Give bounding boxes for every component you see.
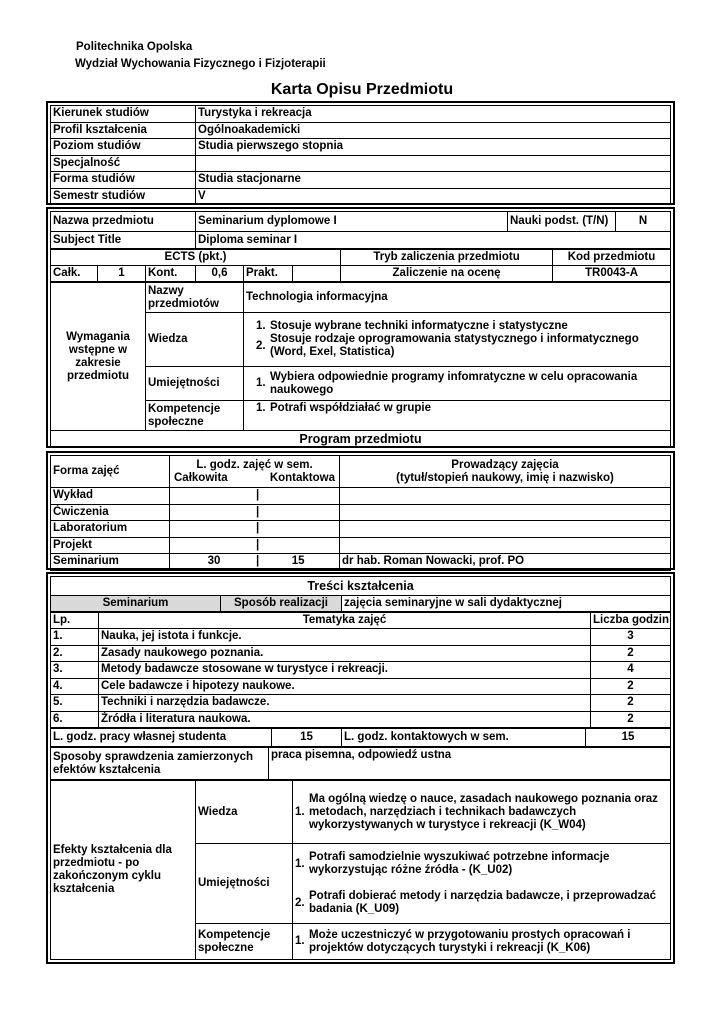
item-text: Ma ogólną wiedzę o nauce, zasadach naukowego poznania oraz metodach, narzędziach i technikach badawczych wykorzystywanych w turystyce i rekreacji (K_W04) [309,792,658,831]
calk-hours [172,506,256,519]
efekty-table [50,780,671,960]
kompetencje-list [244,401,671,431]
kont-hours [259,489,337,502]
godz-header [170,456,340,488]
study-value: Ogólnoakademicki [196,122,671,139]
table-row [51,678,671,695]
item-number: 1. [256,402,266,414]
calk-label: Całk. [51,266,98,282]
liczba-label: Liczba godzin [591,613,671,629]
wlasna-value: 15 [272,729,342,747]
godz-separator: | [256,489,260,502]
sposoby-table [50,747,671,780]
ef-komp-list [293,924,671,960]
list-item [246,402,668,415]
hours-summary-table [50,728,671,747]
course-name-table [50,211,671,249]
study-label: Specjalność [51,155,196,172]
wiedza-list [244,313,671,367]
kontakt-label: L. godz. kontaktowych w sem. [342,729,586,747]
sposoby-value: praca pisemna, odpowiedź ustna [269,748,671,780]
teacher: dr hab. Roman Nowacki, prof. PO [340,554,671,571]
forma-name: Wykład [51,488,170,505]
sposoby-label: Sposoby sprawdzenia zamierzonych efektów kształcenia [51,748,269,780]
umiejetnosci-list [244,367,671,401]
list-item [246,320,668,333]
kont-value: 0,6 [196,266,244,282]
godz-separator: | [256,505,260,518]
kod-label: Kod przedmiotu [553,250,671,266]
table-row [51,695,671,712]
wiedza-label: Wiedza [146,313,244,367]
ef-wiedza-list [293,781,671,844]
topic: Cele badawcze i hipotezy naukowe. [99,678,591,695]
list-item [246,333,668,359]
ef-umiej-list [293,844,671,924]
hours: 4 [591,662,671,679]
form-label: Seminarium [51,596,221,612]
forma-name: Laboratorium [51,521,170,538]
prowadzacy-label: Prowadzący zajęcia [451,458,559,471]
table-row [51,504,671,521]
forma-name: Seminarium [51,554,170,571]
hours: 2 [591,695,671,712]
item-number: 1. [256,377,266,389]
kod-value: TR0043-A [553,266,671,282]
course-name-label: Nazwa przedmiotu [51,212,196,232]
kont-hours [259,539,337,552]
forms-box [46,451,675,570]
teacher [340,521,671,538]
university-name: Politechnika Opolska [76,41,193,53]
forma-name: Projekt [51,537,170,554]
table-row [51,711,671,728]
lp: 3. [51,662,99,679]
wymagania-label: Wymagania wstępne w zakresie przedmiotu [51,283,146,431]
topic: Metody badawcze stosowane w turystyce i rekreacji. [99,662,591,679]
kont-label: Kont. [146,266,196,282]
godz-separator: | [256,522,260,535]
course-info-box [46,207,675,448]
nauki-label: Nauki podst. (T/N) [508,212,616,232]
hours: 3 [591,629,671,646]
lp: 5. [51,695,99,712]
godz-cell [170,554,340,571]
list-item [295,793,668,832]
study-label: Kierunek studiów [51,106,196,123]
item-number: 2. [256,339,266,352]
item-text: Potrafi współdziałać w grupie [270,402,432,414]
calk-hours [172,489,256,502]
ects-table [50,249,671,282]
teacher [340,488,671,505]
list-item [295,890,668,916]
nazwy-value: Technologia informacyjna [244,283,671,313]
prakt-value [293,266,341,282]
program-heading: Program przedmiotu [51,431,671,448]
sposob-value: zajęcia seminaryjne w sali dydaktycznej [342,596,671,612]
prowadzacy-header [340,456,671,488]
item-number: 1. [295,805,305,818]
kont-hours: 15 [291,555,305,568]
ef-wiedza-label: Wiedza [196,781,293,844]
list-item [246,371,668,397]
teacher [340,504,671,521]
item-number: 2. [295,896,305,909]
study-value: Studia pierwszego stopnia [196,139,671,156]
topic: Techniki i narzędzia badawcze. [99,695,591,712]
requirements-table [50,282,671,448]
godz-separator: | [256,555,260,568]
calk-value: 1 [98,266,146,282]
tryb-value: Zaliczenie na ocenę [341,266,553,282]
forma-label: Forma zajęć [51,456,170,488]
nauki-value: N [616,212,671,232]
kompetencje-label: Kompetencje społeczne [146,401,244,431]
sposob-label: Sposób realizacji [221,596,342,612]
topic: Nauka, jej istota i funkcje. [99,629,591,646]
item-number: 1. [295,857,305,870]
godz-label: L. godz. zajęć w sem. [196,458,313,471]
hours: 2 [591,711,671,728]
table-row [51,537,671,554]
document-title: Karta Opisu Przedmiotu [270,81,454,98]
godz-cell [170,488,340,505]
study-label: Poziom studiów [51,139,196,156]
topic: Źródła i literatura naukowa. [99,711,591,728]
list-item [295,851,668,877]
calk-hours [172,522,256,535]
content-header-table [50,576,671,612]
kontakt-value: 15 [586,729,671,747]
table-row [51,629,671,646]
prowadzacy-sub: (tytuł/stopień naukowy, imię i nazwisko) [396,471,614,484]
lp: 2. [51,645,99,662]
kont-hours [259,522,337,535]
godz-cell [170,504,340,521]
forma-name: Ćwiczenia [51,504,170,521]
item-text: Stosuje wybrane techniki informatyczne i statystyczne [270,320,568,332]
prakt-label: Prakt. [244,266,293,282]
umiejetnosci-label: Umiejętności [146,367,244,401]
teacher [340,537,671,554]
item-text: Może uczestniczyć w przygotowaniu prostych opracowań i projektów dotyczących turystyki i rekreacji (K_K06) [309,928,631,954]
forms-table [50,455,671,571]
study-info-table [50,105,671,205]
tryb-label: Tryb zaliczenia przedmiotu [341,250,553,266]
godz-cell [170,521,340,538]
content-box [46,572,675,964]
item-number: 1. [295,935,305,947]
wlasna-label: L. godz. pracy własnej studenta [51,729,272,747]
kontaktowa-label: Kontaktowa [269,471,335,484]
item-text: Stosuje rodzaje oprogramowania statystycznego i informatycznego (Word, Exel, Statistica) [270,333,639,358]
calk-hours [172,539,256,552]
lp-label: Lp. [51,613,99,629]
table-row [51,554,671,571]
table-row [51,521,671,538]
study-value: Studia stacjonarne [196,172,671,189]
calk-hours: 30 [207,555,221,568]
course-name-value: Seminarium dyplomowe I [196,212,508,232]
study-info-box [46,101,675,205]
kont-hours [259,506,337,519]
ef-komp-label: Kompetencje społeczne [196,924,293,960]
study-label: Forma studiów [51,172,196,189]
lp: 4. [51,678,99,695]
table-row [51,488,671,505]
lp: 1. [51,629,99,646]
table-row [51,662,671,679]
godz-subheaders [172,472,337,485]
item-text: Wybiera odpowiednie programy infomratyczne w celu opracowania naukowego [270,370,638,396]
item-text: Potrafi samodzielnie wyszukiwać potrzebne informacje wykorzystując różne źródła - (K_U02) [309,851,610,876]
study-label: Semestr studiów [51,188,196,205]
item-text: Potrafi dobierać metody i narzędzia badawcze, i przeprowadzać badania (K_U09) [309,890,657,915]
calkowita-label: Całkowita [174,471,228,484]
subject-title-value: Diploma seminar I [196,232,671,249]
ects-label: ECTS (pkt.) [51,250,341,266]
topic: Zasady naukowego poznania. [99,645,591,662]
efekty-label: Efekty kształcenia dla przedmiotu - po zakończonym cyklu kształcenia [51,781,196,960]
study-value [196,155,671,172]
godz-separator: | [256,538,260,551]
lp: 6. [51,711,99,728]
study-label: Profil kształcenia [51,122,196,139]
faculty-name: Wydział Wychowania Fizycznego i Fizjoterapii [75,58,326,70]
tematyka-label: Tematyka zajęć [99,613,591,629]
godz-cell [170,537,340,554]
hours: 2 [591,645,671,662]
nazwy-label: Nazwy przedmiotów [146,283,244,313]
subject-title-label: Subject Title [51,232,196,249]
tresci-heading: Treści kształcenia [51,577,671,596]
topics-table [50,612,671,728]
item-number: 1. [256,320,266,332]
hours: 2 [591,678,671,695]
table-row [51,645,671,662]
list-item [295,929,668,955]
study-value: V [196,188,671,205]
study-value: Turystyka i rekreacja [196,106,671,123]
ef-umiej-label: Umiejętności [196,844,293,924]
